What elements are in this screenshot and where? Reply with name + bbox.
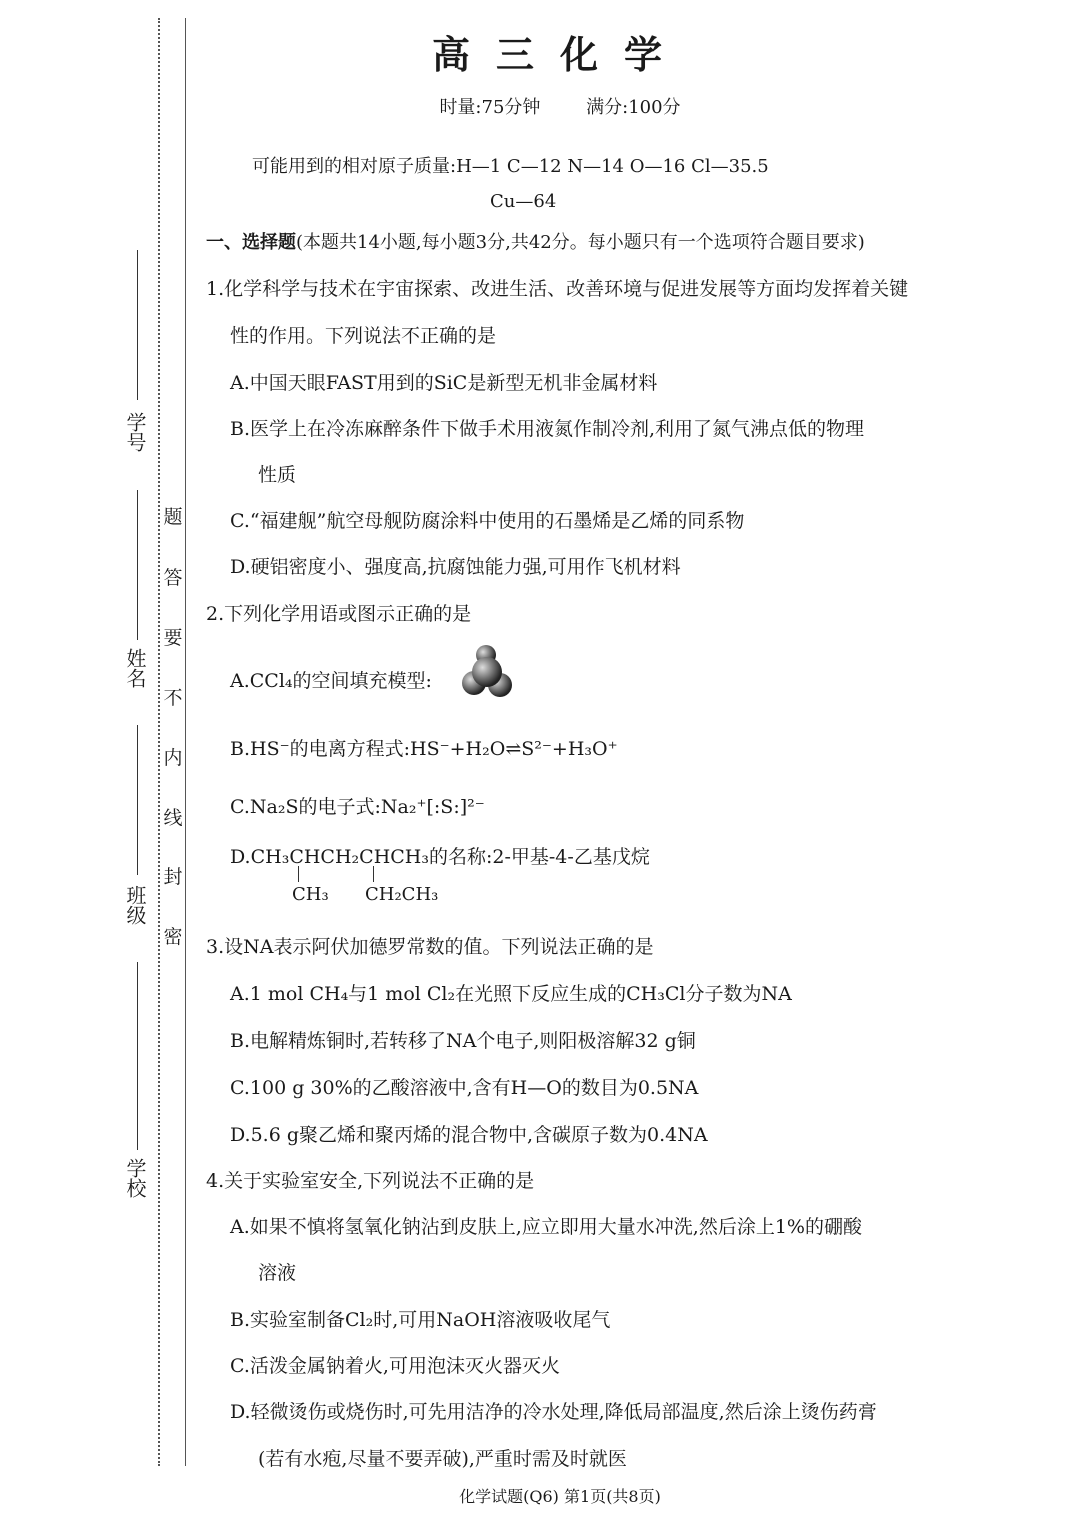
seal-char: 内 <box>163 747 183 769</box>
binding-margin <box>0 0 200 1526</box>
q2-branch-methyl: CH₃ <box>292 884 329 905</box>
exam-title: 高三化学 <box>431 33 688 77</box>
fill-line <box>137 962 138 1150</box>
seal-solid-line <box>185 18 186 1466</box>
seal-char: 封 <box>163 866 183 888</box>
class-field[interactable] <box>110 725 150 965</box>
ccl4-space-filling-model-icon <box>458 645 518 705</box>
name-label: 姓名 <box>123 648 147 688</box>
school-field[interactable] <box>110 962 150 1222</box>
branch-bond-1 <box>298 866 299 882</box>
q4-option-a: A.如果不慎将氢氧化钠沾到皮肤上,应立即用大量水冲洗,然后涂上1%的硼酸 <box>230 1216 862 1238</box>
q4-option-d: D.轻微烫伤或烧伤时,可先用洁净的冷水处理,降低局部温度,然后涂上烫伤药膏 <box>230 1401 877 1423</box>
atomic-masses-cont: Cu—64 <box>490 191 557 212</box>
seal-char: 答 <box>163 567 183 589</box>
fill-line <box>137 725 138 875</box>
school-label: 学校 <box>123 1158 147 1198</box>
section-heading <box>206 228 865 254</box>
q1-option-b-cont: 性质 <box>258 464 297 486</box>
seal-dotted-line <box>158 18 160 1466</box>
q4-option-a-cont: 溶液 <box>258 1262 297 1284</box>
student-id-field[interactable] <box>110 250 150 490</box>
q2-stem: 2.下列化学用语或图示正确的是 <box>206 603 472 625</box>
q2-option-c: C.Na₂S的电子式:Na₂⁺[:S:]²⁻ <box>230 796 485 818</box>
q1-stem-cont: 性的作用。下列说法不正确的是 <box>230 325 497 347</box>
name-field[interactable] <box>110 490 150 750</box>
section-note: (本题共14小题,每小题3分,共42分。每小题只有一个选项符合题目要求) <box>296 232 865 253</box>
q2-option-d: D.CH₃CHCH₂CHCH₃的名称:2-甲基-4-乙基戊烷 <box>230 846 650 868</box>
q4-option-c: C.活泼金属钠着火,可用泡沫灭火器灭火 <box>230 1355 560 1377</box>
q3-option-c: C.100 g 30%的乙酸溶液中,含有H—O的数目为0.5NA <box>230 1077 699 1099</box>
seal-char: 线 <box>163 807 183 829</box>
q2-branch-ethyl: CH₂CH₃ <box>365 884 439 905</box>
q3-option-a: A.1 mol CH₄与1 mol Cl₂在光照下反应生成的CH₃Cl分子数为NA <box>230 983 792 1005</box>
q1-stem: 1.化学科学与技术在宇宙探索、改进生活、改善环境与促进发展等方面均发挥着关键 <box>206 278 909 300</box>
q1-option-a: A.中国天眼FAST用到的SiC是新型无机非金属材料 <box>230 372 658 394</box>
atomic-masses: 可能用到的相对原子质量:H—1 C—12 N—14 O—16 Cl—35.5 <box>252 156 769 177</box>
exam-info <box>200 93 920 119</box>
q4-option-b: B.实验室制备Cl₂时,可用NaOH溶液吸收尾气 <box>230 1309 611 1331</box>
q2-option-b: B.HS⁻的电离方程式:HS⁻+H₂O⇌S²⁻+H₃O⁺ <box>230 738 618 760</box>
q3-option-d: D.5.6 g聚乙烯和聚丙烯的混合物中,含碳原子数为0.4NA <box>230 1124 708 1146</box>
section-title: 一、选择题 <box>206 232 296 253</box>
full-score: 满分:100分 <box>586 97 681 118</box>
time-limit: 时量:75分钟 <box>439 97 541 118</box>
q3-option-b: B.电解精炼铜时,若转移了NA个电子,则阳极溶解32 g铜 <box>230 1030 696 1052</box>
q1-option-c: C.“福建舰”航空母舰防腐涂料中使用的石墨烯是乙烯的同系物 <box>230 510 745 532</box>
q1-option-d: D.硬铝密度小、强度高,抗腐蚀能力强,可用作飞机材料 <box>230 556 681 578</box>
fill-line <box>137 250 138 400</box>
seal-char: 密 <box>163 926 183 948</box>
q2-option-a: A.CCl₄的空间填充模型: <box>230 670 432 692</box>
fill-line <box>137 490 138 640</box>
q1-option-b: B.医学上在冷冻麻醉条件下做手术用液氮作制冷剂,利用了氮气沸点低的物理 <box>230 418 865 440</box>
seal-char: 题 <box>163 506 183 528</box>
q3-stem: 3.设NA表示阿伏加德罗常数的值。下列说法正确的是 <box>206 936 654 958</box>
student-id-label: 学号 <box>123 412 147 452</box>
class-label: 班级 <box>123 885 147 925</box>
branch-bond-2 <box>373 866 374 882</box>
page-footer: 化学试题(Q6) 第1页(共8页) <box>459 1487 661 1506</box>
q4-option-d-cont: (若有水疱,尽量不要弄破),严重时需及时就医 <box>258 1448 627 1470</box>
seal-char: 不 <box>163 687 183 709</box>
q4-stem: 4.关于实验室安全,下列说法不正确的是 <box>206 1170 535 1192</box>
seal-char: 要 <box>163 627 183 649</box>
